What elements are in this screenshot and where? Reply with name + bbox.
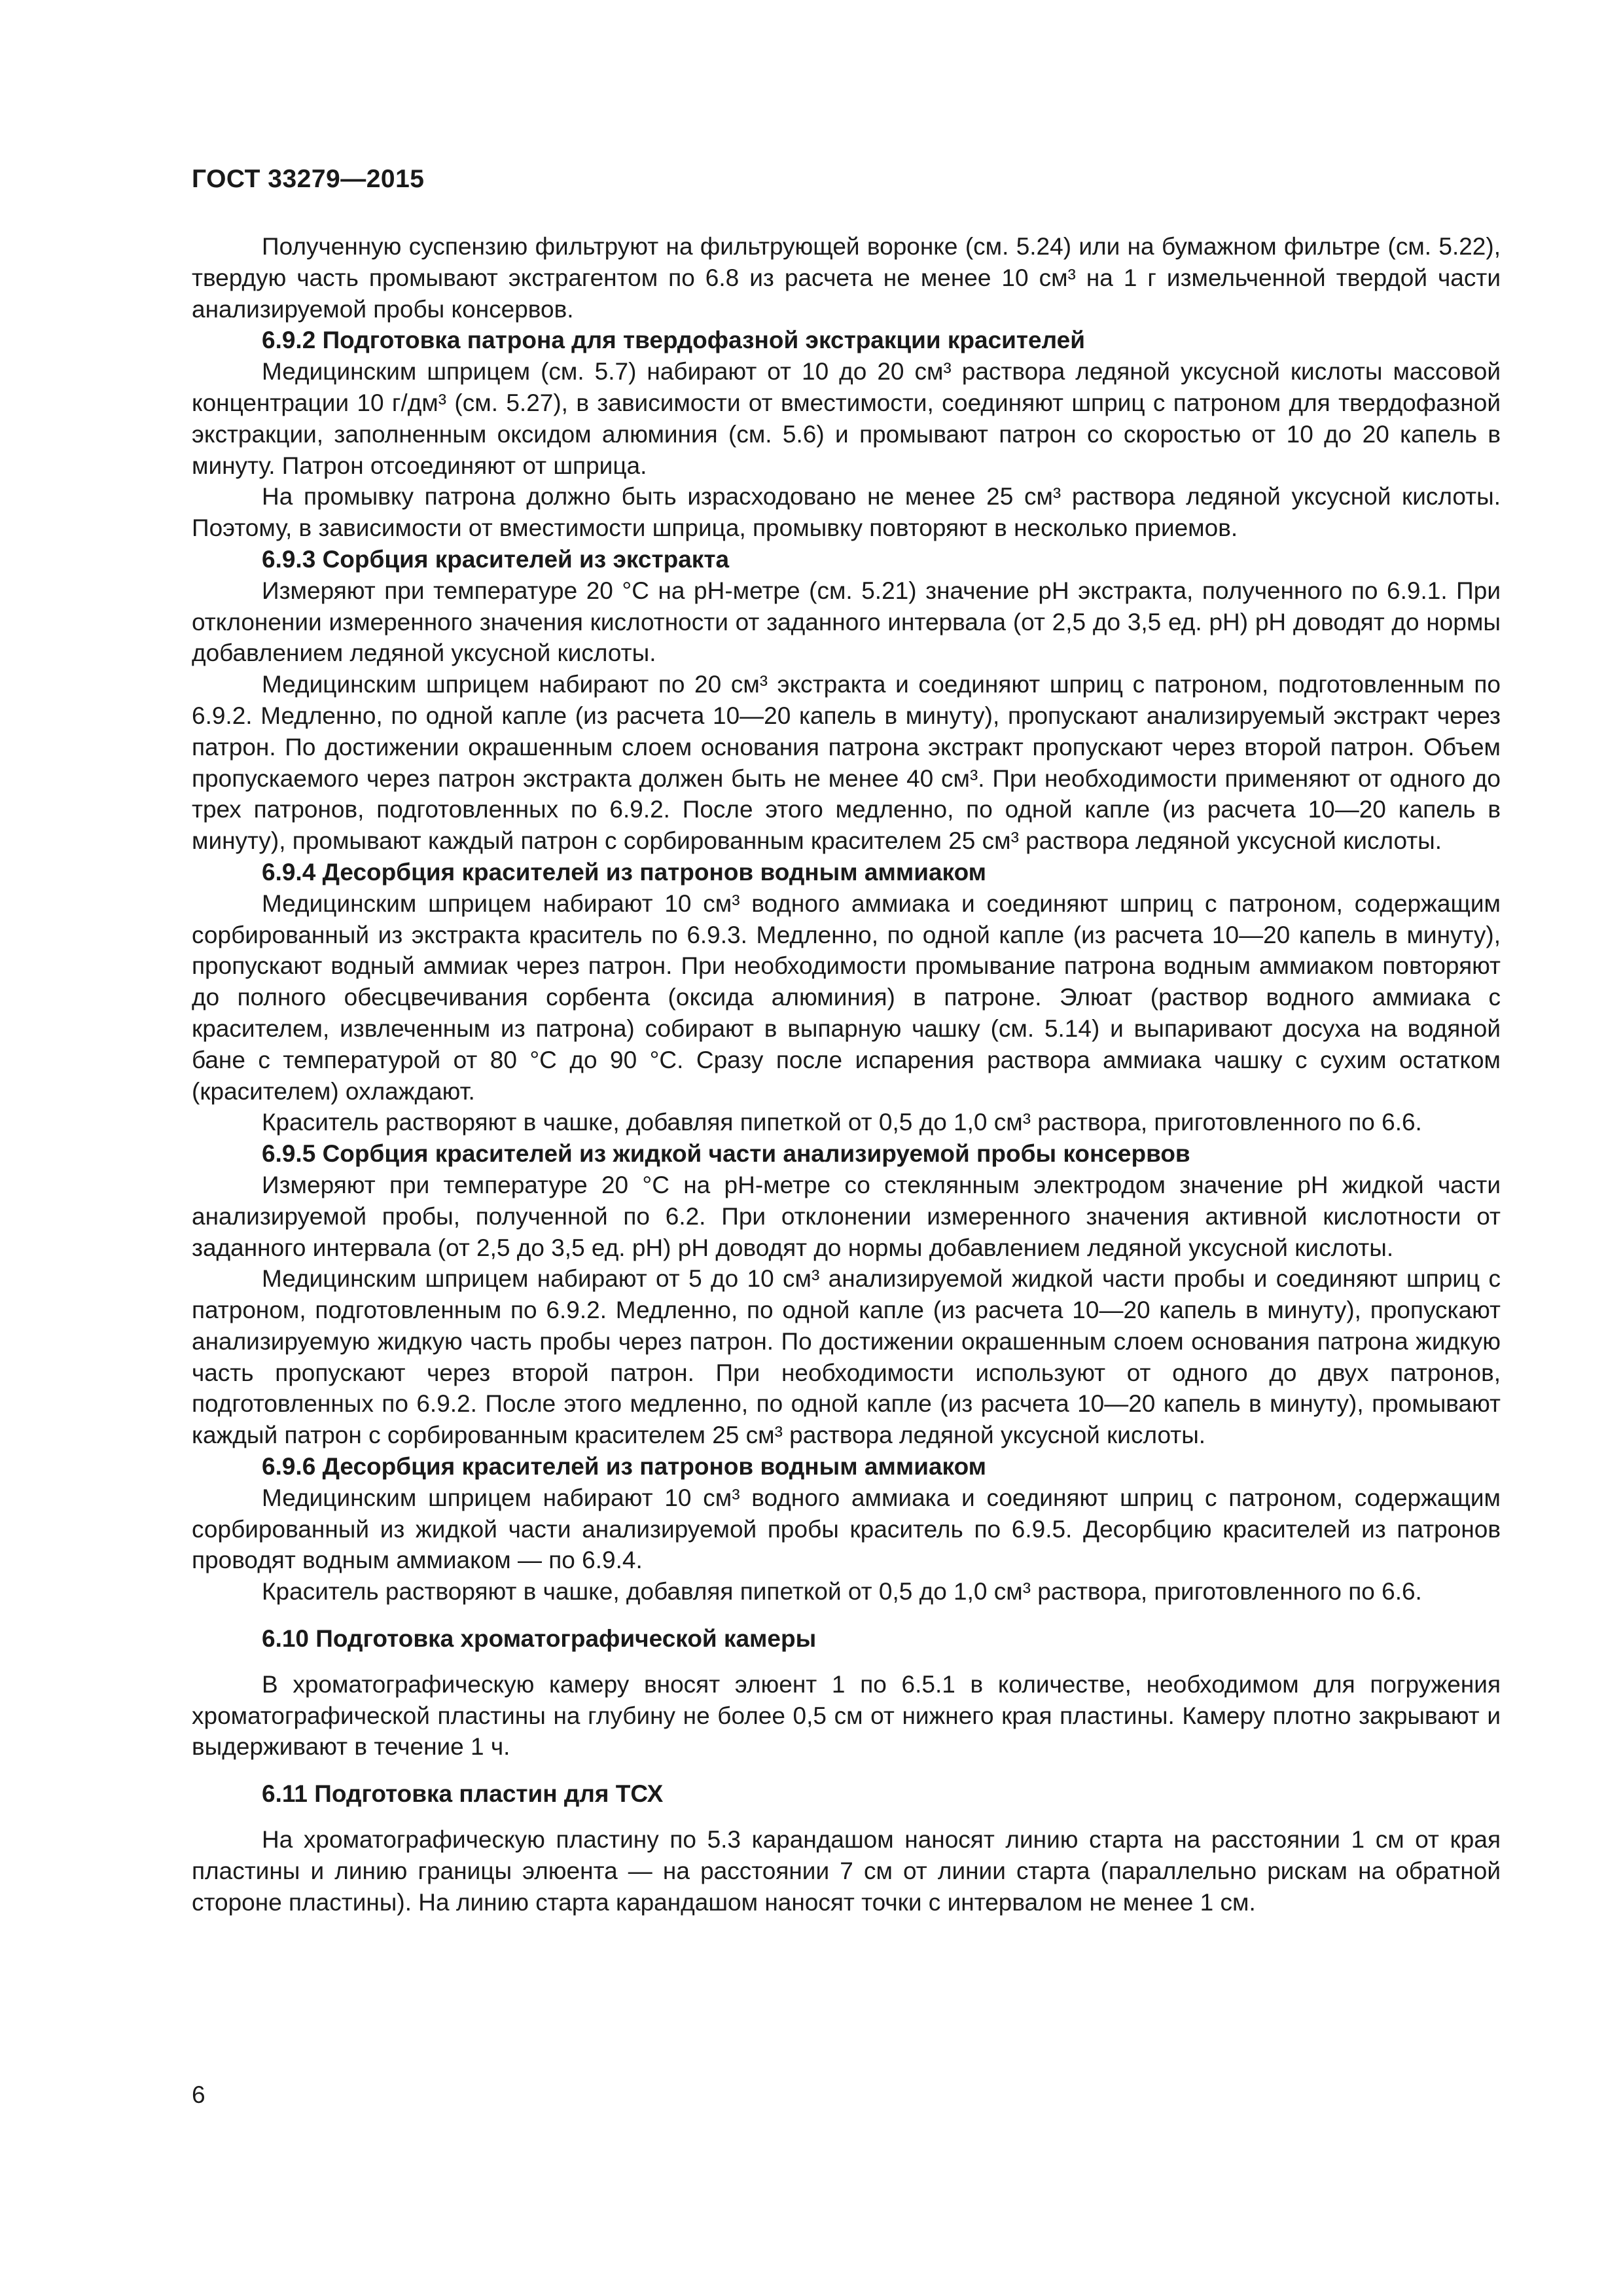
paragraph: Измеряют при температуре 20 °С на pH-метре (см. 5.21) значение pH экстракта, полученного по 6.9.1. При отклонении измеренного значения кислотности от заданного интервала (от 2,5 до 3,5 ед. pH) pH доводят до нормы добавлением ледяной уксусной кислоты. (192, 577, 1501, 667)
paragraph: Медицинским шприцем набирают от 5 до 10 см³ анализируемой жидкой части пробы и соединяют шприц с патроном, подготовленным по 6.9.2. Медленно, по одной капле (из расчета 10—20 капель в минуту), пропускают анализируемую жидкую часть пробы через патрон. По достижении окрашенным слоем основания патрона жидкую часть пропускают через второй патрон. При необходимости используют от одного до двух патронов, подготовленных по 6.9.2. После этого медленно, по одной капле (из расчета 10—20 капель в минуту), промывают каждый патрон с сорбированным красителем 25 см³ раствора ледяной уксусной кислоты. (192, 1265, 1501, 1449)
section-heading-6-10: 6.10 Подготовка хроматографической камеры (262, 1625, 817, 1653)
paragraph: Краситель растворяют в чашке, добавляя пипеткой от 0,5 до 1,0 см³ раствора, приготовленного по 6.6. (262, 1109, 1422, 1136)
paragraph: Медицинским шприцем набирают по 20 см³ экстракта и соединяют шприц с патроном, подготовленным по 6.9.2. Медленно, по одной капле (из расчета 10—20 капель в минуту), пропускают анализируемый экстракт через патрон. По достижении окрашенным слоем основания патрона экстракт пропускают через второй патрон. Объем пропускаемого через патрон экстракта должен быть не менее 40 см³. При необходимости применяют от одного до трех патронов, подготовленных по 6.9.2. После этого медленно, по одной капле (из расчета 10—20 капель в минуту), промывают каждый патрон с сорбированным красителем 25 см³ раствора ледяной уксусной кислоты. (192, 671, 1501, 855)
section-heading-6-9-5: 6.9.5 Сорбция красителей из жидкой части анализируемой пробы консервов (262, 1140, 1190, 1168)
section-heading-6-11: 6.11 Подготовка пластин для ТСХ (262, 1780, 664, 1808)
paragraph: Краситель растворяют в чашке, добавляя пипеткой от 0,5 до 1,0 см³ раствора, приготовленного по 6.6. (262, 1578, 1422, 1605)
paragraph: Медицинским шприцем набирают 10 см³ водного аммиака и соединяют шприц с патроном, содержащим сорбированный из жидкой части анализируемой пробы краситель по 6.9.5. Десорбцию красителей из патронов проводят водным аммиаком — по 6.9.4. (192, 1484, 1501, 1574)
document-header: ГОСТ 33279—2015 (192, 165, 425, 193)
paragraph: В хроматографическую камеру вносят элюент 1 по 6.5.1 в количестве, необходимом для погружения хроматографической пластины на глубину не более 0,5 см от нижнего края пластины. Камеру плотно закрывают и выдерживают в течение 1 ч. (192, 1670, 1501, 1761)
section-heading-6-9-4: 6.9.4 Десорбция красителей из патронов водным аммиаком (262, 858, 987, 886)
section-heading-6-9-3: 6.9.3 Сорбция красителей из экстракта (262, 545, 730, 573)
section-heading-6-9-2: 6.9.2 Подготовка патрона для твердофазной экстракции красителей (262, 327, 1085, 354)
page-number: 6 (192, 2081, 205, 2108)
paragraph: На промывку патрона должно быть израсходовано не менее 25 см³ раствора ледяной уксусной кислоты. Поэтому, в зависимости от вместимости шприца, промывку повторяют в несколько приемов. (192, 483, 1501, 542)
document-body (192, 231, 1501, 1918)
section-heading-6-9-6: 6.9.6 Десорбция красителей из патронов водным аммиаком (262, 1453, 987, 1480)
paragraph: На хроматографическую пластину по 5.3 карандашом наносят линию старта на расстоянии 1 см от края пластины и линию границы элюента — на расстоянии 7 см от линии старта (параллельно рискам на обратной стороне пластины). На линию старта карандашом наносят точки с интервалом не менее 1 см. (192, 1826, 1501, 1916)
paragraph: Полученную суспензию фильтруют на фильтрующей воронке (см. 5.24) или на бумажном фильтре (см. 5.22), твердую часть промывают экстрагентом по 6.8 из расчета не менее 10 см³ на 1 г измельченной твердой части анализируемой пробы консервов. (192, 233, 1501, 323)
paragraph: Медицинским шприцем (см. 5.7) набирают от 10 до 20 см³ раствора ледяной уксусной кислоты массовой концентрации 10 г/дм³ (см. 5.27), в зависимости от вместимости, соединяют шприц с патроном для твердофазной экстракции, заполненным оксидом алюминия (см. 5.6) и промывают патрон со скоростью от 10 до 20 капель в минуту. Патрон отсоединяют от шприца. (192, 358, 1501, 479)
paragraph: Измеряют при температуре 20 °С на pH-метре со стеклянным электродом значение pH жидкой части анализируемой пробы, полученной по 6.2. При отклонении измеренного значения активной кислотности от заданного интервала (от 2,5 до 3,5 ед. pH) pH доводят до нормы добавлением ледяной уксусной кислоты. (192, 1171, 1501, 1261)
paragraph: Медицинским шприцем набирают 10 см³ водного аммиака и соединяют шприц с патроном, содержащим сорбированный из экстракта краситель по 6.9.3. Медленно, по одной капле (из расчета 10—20 капель в минуту), пропускают водный аммиак через патрон. При необходимости промывание патрона водным аммиаком повторяют до полного обесцвечивания сорбента (оксида алюминия) в патроне. Элюат (раствор водного аммиака с красителем, извлеченным из патрона) собирают в выпарную чашку (см. 5.14) и выпаривают досуха на водяной бане с температурой от 80 °С до 90 °С. Сразу после испарения раствора аммиака чашку с сухим остатком (красителем) охлаждают. (192, 889, 1501, 1105)
